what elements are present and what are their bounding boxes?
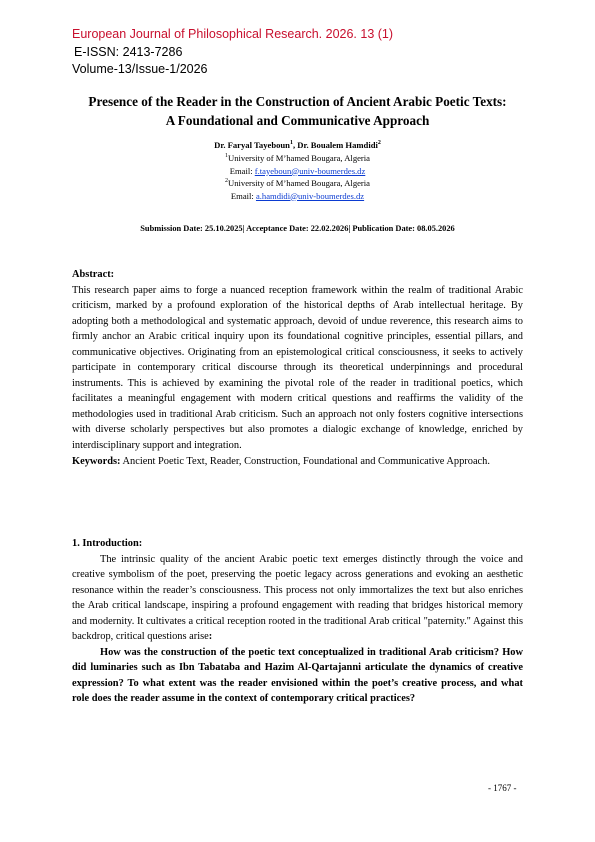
email-link-1[interactable]: f.tayeboun@univ-boumerdes.dz — [254, 165, 366, 176]
author-2: Dr. Boualem Hamdidi — [297, 140, 378, 150]
keywords — [72, 454, 523, 470]
affiliation-2-university: University of M’hamed Bougara, Algeria — [228, 178, 370, 188]
affiliation-1 — [40, 152, 555, 165]
introduction-paragraph-text: The intrinsic quality of the ancient Arabic poetic text emerges distinctly through the voice and creative symbolism of the poet, preserving the poetic legacy across generations and evoking an aesthetic resonance within the reader’s consciousness. This process not only immortalizes the text but also enriches the Arab critical landscape, inspiring a profound engagement with reading that bridges historical memory and modernity. It cultivates a critical reception rooted in the traditional Arab critical "paternity." Against this backdrop, critical questions arise — [72, 553, 523, 643]
paper-title-line-1: Presence of the Reader in the Construction of Ancient Arabic Poetic Texts: — [88, 94, 507, 109]
author-separator: , — [292, 140, 298, 150]
author-1: Dr. Faryal Tayeboun — [214, 140, 290, 150]
introduction-paragraph — [72, 552, 523, 645]
abstract-section — [72, 267, 523, 469]
affiliation-1-email-line — [40, 165, 555, 178]
affiliation-1-sup: 1 — [225, 153, 228, 160]
authors — [40, 139, 555, 152]
affiliation-2-sup: 2 — [225, 178, 228, 185]
introduction-section — [72, 536, 523, 707]
affiliations — [40, 152, 555, 202]
abstract-heading: Abstract: — [72, 269, 115, 280]
keywords-label: Keywords: — [72, 455, 121, 467]
paper-title — [40, 92, 555, 130]
issn: E-ISSN: 2413-7286 — [74, 45, 183, 59]
email-label: Email: — [230, 190, 256, 201]
paper-title-line-2: A Foundational and Communicative Approach — [165, 113, 430, 128]
volume-issue: Volume-13/Issue-1/2026 — [72, 62, 208, 76]
introduction-colon: : — [208, 631, 213, 643]
research-questions: How was the construction of the poetic text conceptualized in traditional Arab criticism? How did luminaries such as Ibn Tabataba and Hazim Al-Qartajanni articulate the dynamics of creative expression? To what extent was the reader envisioned within the poet’s creative process, and what role does the reader assume in the context of contemporary critical practices? — [72, 646, 523, 705]
email-label: Email: — [229, 165, 255, 176]
affiliation-2 — [40, 177, 555, 190]
introduction-heading: 1. Introduction: — [72, 538, 143, 549]
affiliation-1-university: University of M’hamed Bougara, Algeria — [228, 153, 370, 163]
keywords-text: Ancient Poetic Text, Reader, Construction, Foundational and Communicative Approach. — [120, 455, 490, 467]
email-link-2[interactable]: a.hamdidi@univ-boumerdes.dz — [255, 190, 365, 201]
publication-dates: Submission Date: 25.10.2025| Acceptance Date: 22.02.2026| Publication Date: 08.05.2026 — [140, 224, 455, 233]
page-number: - 1767 - — [488, 783, 517, 793]
author-1-sup: 1 — [289, 140, 293, 147]
journal-name: European Journal of Philosophical Research. 2026. 13 (1) — [72, 27, 394, 41]
abstract-text: This research paper aims to forge a nuanced reception framework within the realm of traditional Arabic criticism, marked by a profound exploration of the historical depths of Arab intellectual heritage. By adopting both a methodological and systematic approach, devoid of undue reverence, this research aims to firmly anchor an Arabic critical inquiry upon its foundational cognitive principles, essential pillars, and communicative objectives. Originating from an epistemological critical consciousness, it seeks to actively participate in contemporary critical discourse through its theoretical underpinnings and procedural instruments. This is achieved by examining the pivotal role of the reader in traditional poetics, which facilitates a meaningful engagement with modern critical questions and reaffirms the validity of the methodologies used in traditional Arab criticism. Such an approach not only fosters cognitive intersections with diverse scholarly perspectives but also promotes a dialogic exchange of knowledge, enriched by interdisciplinary support and integration. — [72, 284, 523, 452]
affiliation-2-email-line — [40, 190, 555, 203]
author-2-sup: 2 — [377, 140, 381, 147]
